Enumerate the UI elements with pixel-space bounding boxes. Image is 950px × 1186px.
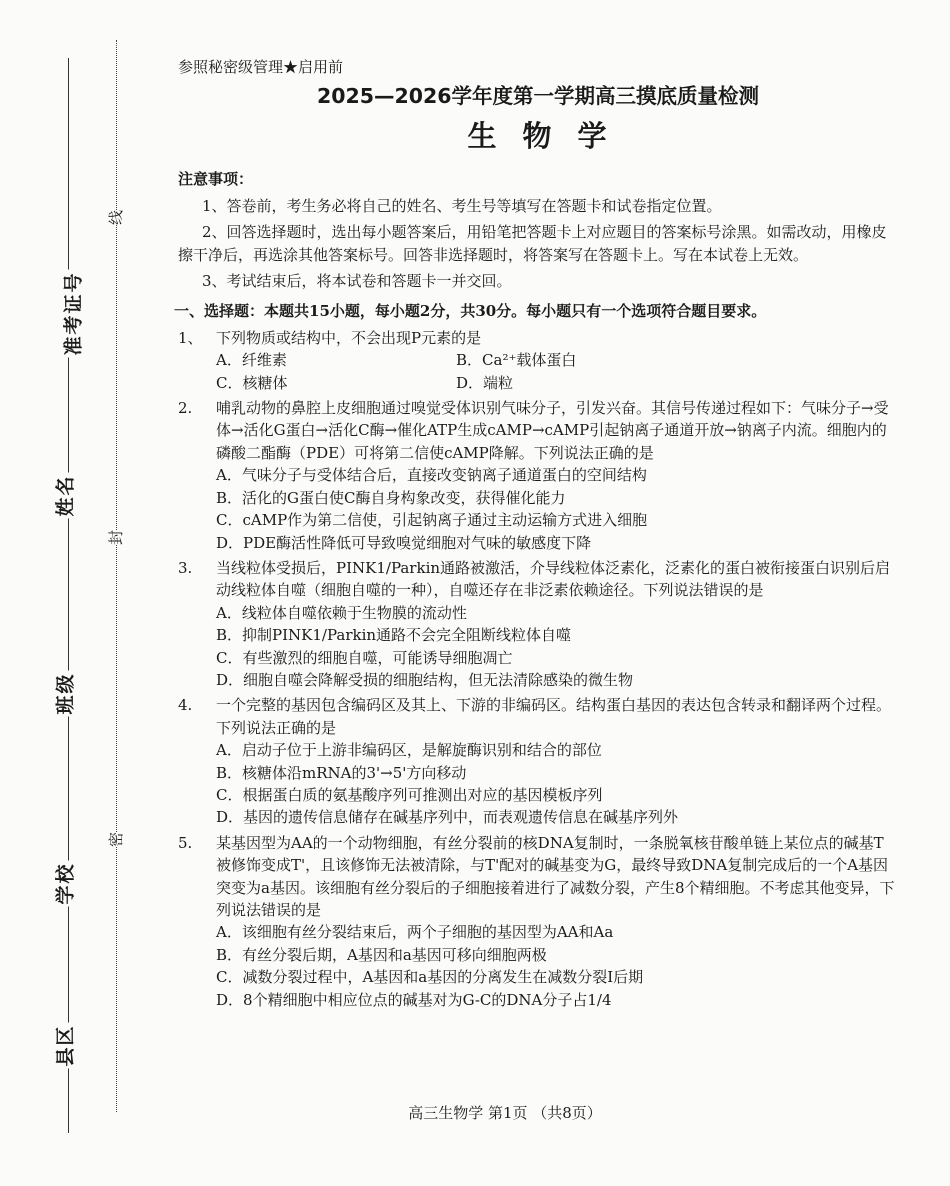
section-heading: 一、选择题：本题共15小题，每小题2分，共30分。每小题只有一个选项符合题目要求。: [174, 302, 767, 321]
option-c: C．有些激烈的细胞自噬，可能诱导细胞凋亡: [216, 648, 513, 667]
question-number: 4.: [178, 696, 193, 715]
binding-field-exam-id: 准考证号: [59, 269, 86, 357]
question-1: [178, 327, 898, 394]
option-d: D．基因的遗传信息储存在碱基序列中，而表观遗传信息在碱基序列外: [216, 808, 679, 827]
exam-page-content: [174, 56, 898, 1011]
question-stem: 一个完整的基因包含编码区及其上、下游的非编码区。结构蛋白基因的表达包含转录和翻译两个过程。下列说法正确的是: [216, 696, 892, 737]
question-4: [178, 694, 898, 828]
binding-field-class: 班级: [51, 670, 78, 716]
question-stem: 哺乳动物的鼻腔上皮细胞通过嗅觉受体识别气味分子，引发兴奋。其信号传递过程如下：气味分子→受体→活化G蛋白→活化C酶→催化ATP生成cAMP→cAMP引起钠离子通道开放→钠离子内流。细胞内的磷酸二酯酶（PDE）可将第二信使cAMP降解。下列说法正确的是: [216, 399, 889, 462]
question-stem: 当线粒体受损后，PINK1/Parkin通路被激活，介导线粒体泛素化，泛素化的蛋白被衔接蛋白识别后启动线粒体自噬（细胞自噬的一种），自噬还存在非泛素依赖途径。下列说法错误的是: [216, 558, 891, 600]
question-number: 2.: [178, 399, 193, 418]
question-3: [178, 557, 898, 691]
question-number: 1、: [178, 328, 203, 347]
binding-field-district: 县区: [51, 1022, 78, 1068]
binding-margin: [0, 0, 130, 1186]
notice-item: 2、回答选择题时，选出每小题答案后，用铅笔把答题卡上对应题目的答案标号涂黑。如需改动，用橡皮擦干净后，再选涂其他答案标号。回答非选择题时，将答案写在答题卡上。写在本试卷上无效。: [178, 223, 887, 264]
exam-title: 2025—2026学年度第一学期高三摸底质量检测: [316, 84, 760, 109]
option-b: B．Ca²⁺载体蛋白: [456, 351, 577, 370]
page-footer: 高三生物学 第1页 （共8页）: [408, 1104, 602, 1122]
options-grid: [216, 349, 898, 394]
option-b: B．抑制PINK1/Parkin通路不会完全阻断线粒体自噬: [216, 626, 572, 645]
subject-title: 生物学: [467, 119, 633, 154]
option-a: A．纤维素: [216, 351, 287, 370]
question-stem: 下列物质或结构中，不会出现P元素的是: [216, 328, 482, 347]
option-b: B．有丝分裂后期，A基因和a基因可移向细胞两极: [216, 945, 547, 964]
option-c: C．减数分裂过程中，A基因和a基因的分离发生在减数分裂Ⅰ后期: [216, 968, 644, 987]
binding-mark-mi: 密: [107, 831, 126, 848]
binding-mark-feng: 封: [107, 529, 126, 546]
option-a: A．线粒体自噬依赖于生物膜的流动性: [216, 603, 467, 622]
binding-field-school: 学校: [51, 860, 78, 906]
option-a: A．该细胞有丝分裂结束后，两个子细胞的基因型为AA和Aa: [216, 923, 614, 942]
question-number: 3.: [178, 558, 193, 577]
option-b: B．活化的G蛋白使C酶自身构象改变，获得催化能力: [216, 488, 566, 507]
question-2: [178, 397, 898, 554]
classification-label: 参照秘密级管理★启用前: [178, 58, 344, 76]
option-c: C．cAMP作为第二信使，引起钠离子通过主动运输方式进入细胞: [216, 511, 648, 530]
notice-heading: 注意事项：: [178, 170, 254, 189]
option-d: D．细胞自噬会降解受损的细胞结构，但无法清除感染的微生物: [216, 670, 634, 689]
binding-solid-line: [68, 58, 69, 1133]
question-number: 5.: [178, 833, 193, 852]
question-5: [178, 832, 898, 1011]
option-c: C．根据蛋白质的氨基酸序列可推测出对应的基因模板序列: [216, 785, 603, 804]
option-d: D．8个精细胞中相应位点的碱基对为G-C的DNA分子占1/4: [216, 990, 612, 1009]
option-a: A．启动子位于上游非编码区，是解旋酶识别和结合的部位: [216, 741, 602, 760]
binding-dotted-line: [116, 40, 117, 1112]
option-d: D．PDE酶活性降低可导致嗅觉细胞对气味的敏感度下降: [216, 533, 592, 552]
option-d: D．端粒: [456, 373, 514, 392]
question-stem: 某基因型为AA的一个动物细胞，有丝分裂前的核DNA复制时，一条脱氧核苷酸单链上某位点的碱基T被修饰变成T'，且该修饰无法被清除，与T'配对的碱基变为G，最终导致DNA复制完成后的一个A基因突变为a基因。该细胞有丝分裂后的子细胞接着进行了减数分裂，产生8个精细胞。不考虑其他变异，下列说法错误的是: [216, 833, 895, 919]
binding-field-name: 姓名: [51, 472, 78, 518]
binding-mark-xian: 线: [107, 209, 126, 226]
option-a: A．气味分子与受体结合后，直接改变钠离子通道蛋白的空间结构: [216, 466, 647, 485]
option-b: B．核糖体沿mRNA的3'→5'方向移动: [216, 763, 467, 782]
notice-item: 3、考试结束后，将本试卷和答题卡一并交回。: [202, 272, 512, 291]
option-c: C．核糖体: [216, 373, 288, 392]
notice-item: 1、答卷前，考生务必将自己的姓名、考生号等填写在答题卡和试卷指定位置。: [202, 196, 722, 215]
